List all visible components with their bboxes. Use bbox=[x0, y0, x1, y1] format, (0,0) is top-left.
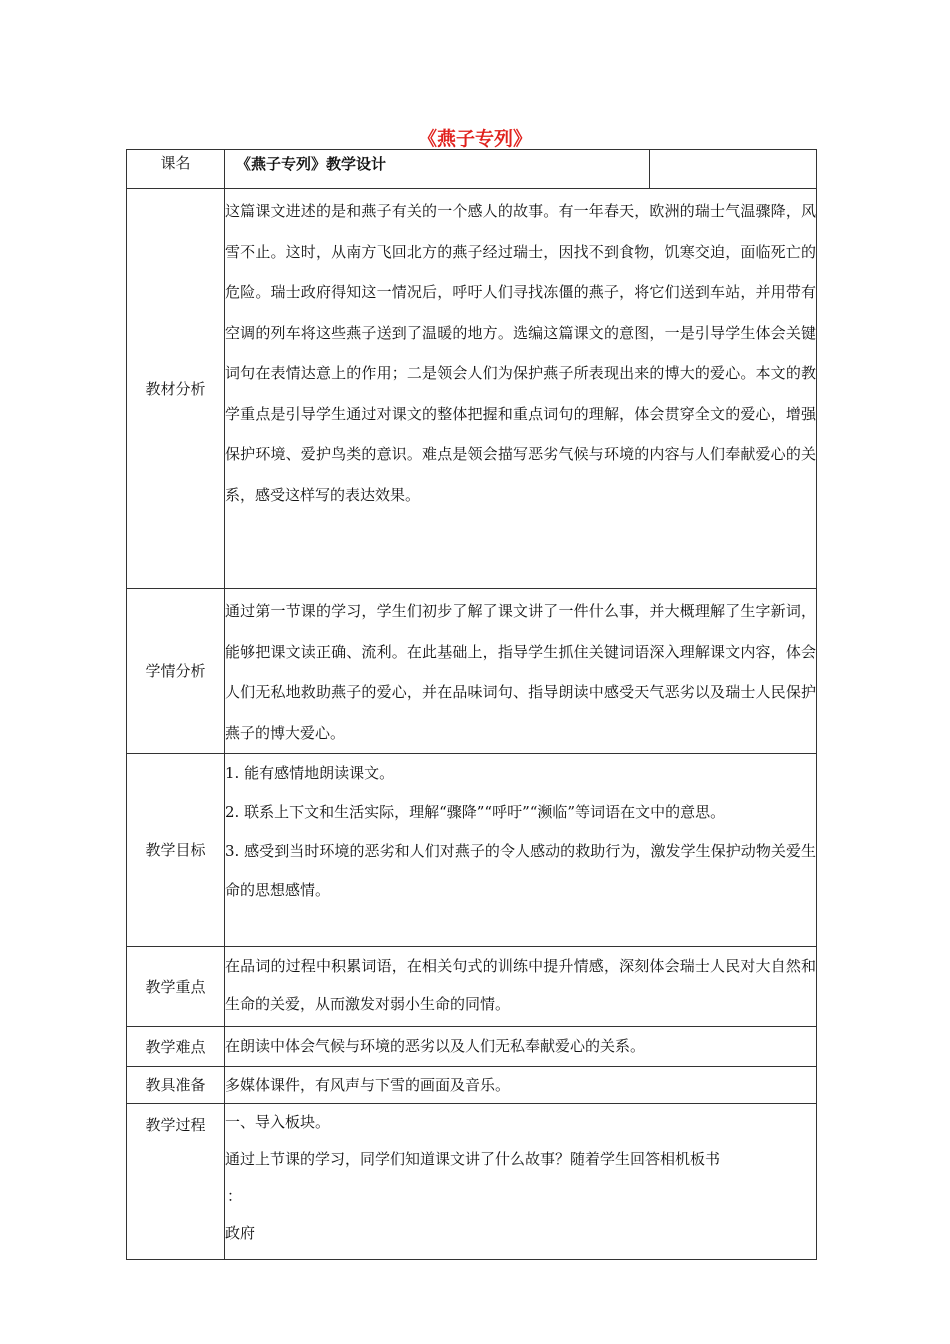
goal-item: 2. 联系上下文和生活实际，理解“骤降”“呼吁”“濒临”等词语在文中的意思。 bbox=[225, 803, 726, 821]
process-line: 政府 bbox=[225, 1224, 256, 1242]
teaching-focus-label: 教学重点 bbox=[127, 947, 225, 1027]
teaching-goals-list bbox=[225, 754, 817, 947]
empty-cell bbox=[650, 150, 817, 189]
teaching-difficulty-text: 在朗读中体会气候与环境的恶劣以及人们无私奉献爱心的关系。 bbox=[225, 1027, 817, 1067]
course-name: 《燕子专列》教学设计 bbox=[236, 155, 387, 173]
teaching-difficulty-label: 教学难点 bbox=[127, 1027, 225, 1067]
process-line: 通过上节课的学习，同学们知道课文讲了什么故事？随着学生回答相机板书 bbox=[225, 1150, 721, 1168]
teaching-tools-row bbox=[127, 1067, 817, 1104]
teaching-goals-row bbox=[127, 754, 817, 947]
teaching-focus-row bbox=[127, 947, 817, 1027]
course-label: 课名 bbox=[127, 150, 225, 189]
teaching-process-row bbox=[127, 1104, 817, 1260]
process-line: ： bbox=[227, 1187, 243, 1205]
process-line: 一、导入板块。 bbox=[225, 1113, 331, 1131]
teaching-process-text bbox=[225, 1104, 817, 1260]
teaching-difficulty-row bbox=[127, 1027, 817, 1067]
goal-item: 1. 能有感情地朗读课文。 bbox=[225, 764, 395, 782]
teaching-tools-text: 多媒体课件，有风声与下雪的画面及音乐。 bbox=[225, 1067, 817, 1104]
material-analysis-row bbox=[127, 189, 817, 589]
teaching-tools-label: 教具准备 bbox=[127, 1067, 225, 1104]
teaching-process-label: 教学过程 bbox=[127, 1104, 225, 1260]
student-analysis-row bbox=[127, 589, 817, 754]
course-name-row bbox=[127, 150, 817, 189]
material-analysis-text: 这篇课文进述的是和燕子有关的一个感人的故事。有一年春天，欧洲的瑞士气温骤降，风雪不止。这时，从南方飞回北方的燕子经过瑞士，因找不到食物，饥寒交迫，面临死亡的危险。瑞士政府得知这一情况后，呼吁人们寻找冻僵的燕子，将它们送到车站，并用带有空调的列车将这些燕子送到了温暖的地方。选编这篇课文的意图，一是引导学生体会关键词句在表情达意上的作用；二是领会人们为保护燕子所表现出来的博大的爱心。本文的教学重点是引导学生通过对课文的整体把握和重点词句的理解，体会贯穿全文的爱心，增强保护环境、爱护鸟类的意识。难点是领会描写恶劣气候与环境的内容与人们奉献爱心的关系，感受这样写的表达效果。 bbox=[225, 189, 817, 589]
student-analysis-text: 通过第一节课的学习，学生们初步了解了课文讲了一件什么事，并大概理解了生字新词，能够把课文读正确、流利。在此基础上，指导学生抓住关键词语深入理解课文内容，体会人们无私地救助燕子的爱心，并在品味词句、指导朗读中感受天气恶劣以及瑞士人民保护燕子的博大爱心。 bbox=[225, 589, 817, 754]
document-title: 《燕子专列》 bbox=[417, 128, 532, 150]
teaching-focus-text: 在品词的过程中积累词语，在相关句式的训练中提升情感，深刻体会瑞士人民对大自然和生命的关爱，从而激发对弱小生命的同情。 bbox=[225, 947, 817, 1027]
course-name-cell bbox=[225, 150, 650, 189]
student-analysis-label: 学情分析 bbox=[127, 589, 225, 754]
material-analysis-label: 教材分析 bbox=[127, 189, 225, 589]
lesson-plan-table bbox=[126, 149, 817, 1260]
goal-item: 3. 感受到当时环境的恶劣和人们对燕子的令人感动的救助行为，激发学生保护动物关爱生命的思想感情。 bbox=[225, 842, 816, 899]
teaching-goals-label: 教学目标 bbox=[127, 754, 225, 947]
